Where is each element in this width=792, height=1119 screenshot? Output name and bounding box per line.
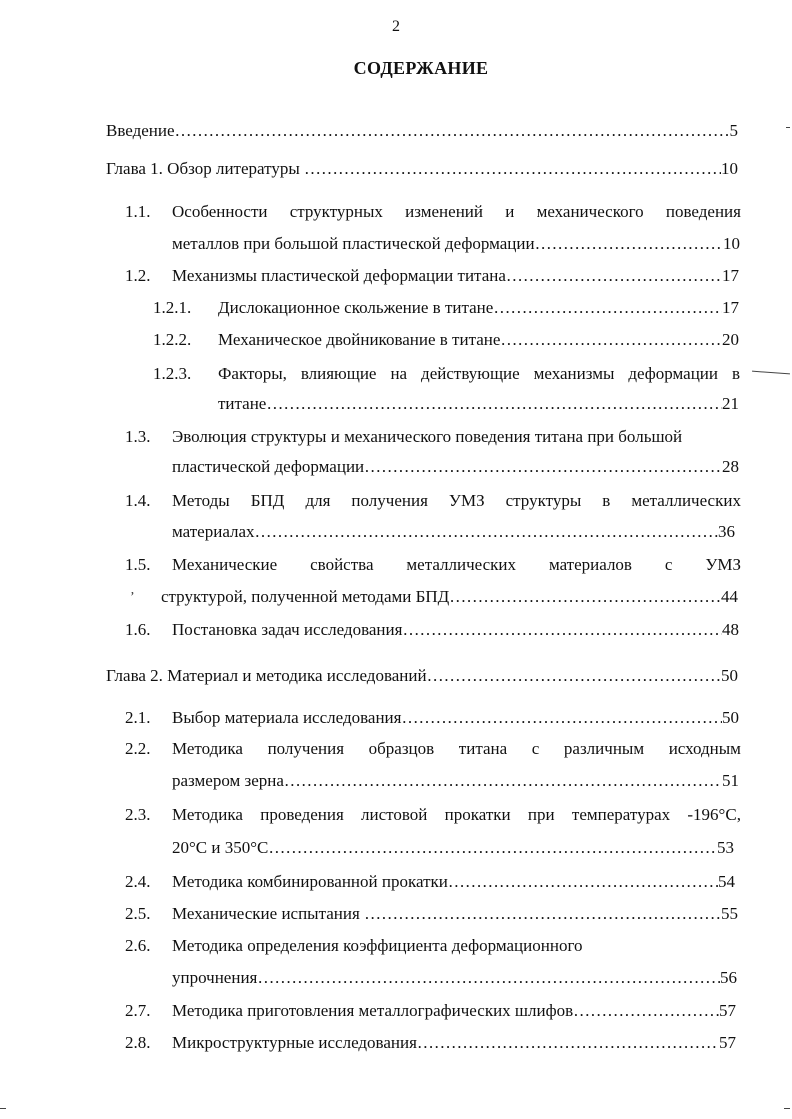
toc-page-number: 17 (722, 298, 739, 317)
toc-entry-title: 20°С и 350°С (172, 838, 269, 857)
toc-entry-title: Механизмы пластической деформации титана (172, 266, 506, 285)
toc-page-number: 17 (722, 266, 739, 285)
toc-word: действующие (421, 364, 520, 383)
toc-word: титана (458, 739, 508, 758)
toc-word: при (527, 805, 555, 824)
toc-leader-dots (284, 770, 722, 792)
toc-entry-title: Механическое двойникование в титане (218, 330, 501, 349)
toc-entry-intro (106, 120, 738, 142)
toc-leader-dots (401, 707, 722, 729)
toc-word: деформации (628, 364, 718, 383)
toc-entry-1-6 (172, 619, 739, 641)
toc-entry-1-4-line1 (172, 490, 741, 512)
toc-entry-1-2-1 (218, 297, 739, 319)
toc-word: и (505, 202, 515, 221)
toc-word: в (602, 491, 611, 510)
toc-word: прокатки (444, 805, 511, 824)
toc-page-number: 10 (723, 234, 740, 253)
toc-word: структурных (289, 202, 383, 221)
toc-page-number: 57 (719, 1033, 736, 1052)
toc-entry-title: пластической деформации (172, 457, 365, 476)
scan-edge-mark (786, 127, 790, 128)
toc-word: образцов (368, 739, 435, 758)
toc-page-number: 50 (721, 666, 738, 685)
toc-section-number: 1.3. (125, 427, 151, 446)
toc-section-number: 2.3. (125, 805, 151, 824)
toc-leader-dots (257, 967, 720, 989)
toc-entry-2-7 (172, 1000, 736, 1022)
toc-entry-1-2-3-line1 (218, 363, 740, 385)
toc-entry-title: Микроструктурные исследования (172, 1033, 417, 1052)
toc-entry-title: Глава 1. Обзор литературы (106, 159, 305, 178)
toc-section-number: 2.7. (125, 1001, 151, 1020)
toc-entry-1-1-line1 (172, 201, 741, 223)
toc-word: механизмы (533, 364, 615, 383)
toc-word: БПД (250, 491, 285, 510)
toc-entry-2-6-line1: Методика определения коэффициента деформационного (172, 936, 583, 955)
toc-entry-1-5-line2 (161, 586, 738, 608)
toc-section-number: 2.1. (125, 708, 151, 727)
toc-word: изменений (405, 202, 483, 221)
scan-edge-mark (0, 1108, 6, 1109)
toc-word: структуры (505, 491, 582, 510)
toc-leader-dots (268, 837, 717, 859)
toc-entry-2-5 (172, 903, 738, 925)
toc-word: механического (536, 202, 644, 221)
scan-edge-mark (752, 371, 790, 375)
toc-page-number: 5 (729, 121, 738, 140)
toc-section-number: 2.4. (125, 872, 151, 891)
toc-entry-title: упрочнения (172, 968, 258, 987)
toc-section-number: 1.4. (125, 491, 151, 510)
toc-word: свойства (310, 555, 374, 574)
toc-word: Факторы, (218, 364, 287, 383)
toc-word: металлических (631, 491, 741, 510)
toc-word: материалов (548, 555, 632, 574)
toc-section-number: 2.5. (125, 904, 151, 923)
toc-entry-2-4 (172, 871, 735, 893)
toc-word: на (390, 364, 408, 383)
toc-entry-2-1 (172, 707, 739, 729)
toc-section-number: 2.6. (125, 936, 151, 955)
page-title: СОДЕРЖАНИЕ (353, 58, 489, 78)
toc-entry-1-5-line1 (172, 554, 741, 576)
toc-word: металлических (406, 555, 517, 574)
toc-entry-2-2-line1 (172, 738, 741, 760)
toc-entry-1-3-line1: Эволюция структуры и механического поведения титана при большой (172, 427, 683, 446)
toc-page-number: 44 (721, 587, 738, 606)
toc-word: Методы (172, 491, 230, 510)
toc-entry-2-8 (172, 1032, 736, 1054)
toc-section-number: 1.2.3. (153, 364, 192, 383)
toc-leader-dots (427, 665, 721, 687)
toc-leader-dots (364, 456, 722, 478)
page-number: 2 (392, 18, 400, 35)
toc-entry-1-4-line2 (172, 521, 735, 543)
toc-page-number: 50 (722, 708, 739, 727)
toc-entry-1-2 (172, 265, 739, 287)
toc-entry-2-3-line2 (172, 837, 734, 859)
toc-word: Методика (172, 805, 243, 824)
toc-section-number: 1.2.2. (153, 330, 192, 349)
toc-entry-title: Введение (106, 121, 175, 140)
toc-entry-2-6-line2 (172, 967, 737, 989)
toc-page-number: 36 (718, 522, 735, 541)
toc-word: Методика (172, 739, 243, 758)
toc-entry-title: Постановка задач исследования (172, 620, 403, 639)
toc-entry-title: размером зерна (172, 771, 284, 790)
toc-section-number: 1.2.1. (153, 298, 192, 317)
toc-word: в (731, 364, 740, 383)
toc-word: листовой (361, 805, 428, 824)
toc-page-number: 10 (721, 159, 738, 178)
toc-section-number: 1.1. (125, 202, 151, 221)
toc-word: Механические (172, 555, 278, 574)
toc-page-number: 57 (719, 1001, 736, 1020)
toc-page-number: 51 (722, 771, 739, 790)
toc-word: с (664, 555, 673, 574)
toc-entry-title: Глава 2. Материал и методика исследований (106, 666, 427, 685)
toc-entry-title: Методика комбинированной прокатки (172, 872, 448, 891)
toc-entry-title: материалах (172, 522, 255, 541)
toc-page-number: 55 (721, 904, 738, 923)
toc-leader-dots (535, 233, 723, 255)
toc-leader-dots (506, 265, 722, 287)
toc-entry-title: структурой, полученной методами БПД (161, 587, 450, 606)
toc-section-number: 1.2. (125, 266, 151, 285)
toc-leader-dots (304, 158, 721, 180)
toc-word: получения (351, 491, 428, 510)
toc-leader-dots (175, 120, 730, 142)
toc-entry-1-1-line2 (172, 233, 740, 255)
toc-word: влияющие (300, 364, 377, 383)
toc-word: УМЗ (448, 491, 485, 510)
toc-leader-dots (364, 903, 721, 925)
toc-section-number: 2.8. (125, 1033, 151, 1052)
toc-entry-2-2-line2 (172, 770, 739, 792)
toc-entry-title: металлов при большой пластической деформации (172, 234, 535, 253)
toc-word: исходным (668, 739, 741, 758)
toc-leader-dots (266, 393, 722, 415)
toc-entry-title: Дислокационное скольжение в титане (218, 298, 494, 317)
toc-leader-dots (417, 1032, 719, 1054)
toc-leader-dots (448, 871, 718, 893)
toc-leader-dots (500, 329, 722, 351)
toc-entry-1-3-line2 (172, 456, 739, 478)
toc-page-number: 20 (722, 330, 739, 349)
toc-word: различным (563, 739, 645, 758)
toc-entry-title: Выбор материала исследования (172, 708, 402, 727)
toc-word: -196°С, (687, 805, 741, 824)
toc-leader-dots (449, 586, 721, 608)
toc-entry-title: титане (218, 394, 267, 413)
toc-word: Особенности (172, 202, 268, 221)
toc-leader-dots (573, 1000, 719, 1022)
toc-entry-chapter-2 (106, 665, 738, 687)
toc-page-number: 48 (722, 620, 739, 639)
toc-word: с (531, 739, 540, 758)
toc-entry-chapter-1 (106, 158, 738, 180)
toc-entry-title: Методика приготовления металлографических шлифов (172, 1001, 574, 1020)
toc-leader-dots (255, 521, 718, 543)
toc-page-number: 54 (718, 872, 735, 891)
toc-word: для (305, 491, 331, 510)
toc-section-number: 2.2. (125, 739, 151, 758)
toc-entry-1-2-2 (218, 329, 739, 351)
toc-section-number: 1.6. (125, 620, 151, 639)
toc-section-number: 1.5. (125, 555, 151, 574)
toc-word: УМЗ (705, 555, 741, 574)
toc-page-number: 56 (720, 968, 737, 987)
toc-word: температурах (571, 805, 671, 824)
toc-page-number: 21 (722, 394, 739, 413)
scan-mark: ʼ (130, 590, 135, 605)
toc-entry-title: Механические испытания (172, 904, 365, 923)
scan-edge-mark (784, 1108, 790, 1109)
toc-leader-dots (402, 619, 722, 641)
toc-word: проведения (260, 805, 344, 824)
toc-page-number: 28 (722, 457, 739, 476)
toc-page-number: 53 (717, 838, 734, 857)
toc-word: получения (267, 739, 345, 758)
toc-leader-dots (493, 297, 722, 319)
toc-word: поведения (665, 202, 741, 221)
toc-entry-2-3-line1 (172, 804, 741, 826)
toc-entry-1-2-3-line2 (218, 393, 739, 415)
